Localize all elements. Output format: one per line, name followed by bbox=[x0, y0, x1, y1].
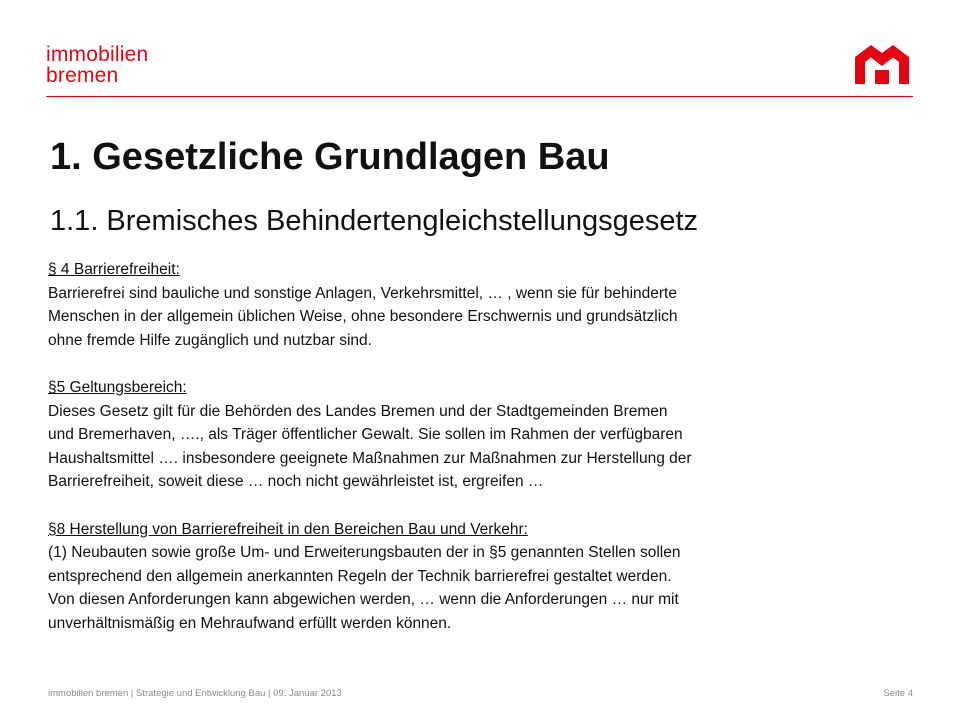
house-icon bbox=[851, 40, 913, 86]
section-heading: § 4 Barrierefreiheit: bbox=[48, 261, 180, 278]
text-line: entsprechend den allgemein anerkannten Regeln der Technik barrierefrei gestaltet werden. bbox=[48, 567, 672, 585]
text-line: unverhältnismäßig en Mehraufwand erfüllt werden können. bbox=[48, 614, 452, 632]
text-line: Von diesen Anforderungen kann abgewichen werden, … wenn die Anforderungen … nur mit bbox=[48, 591, 679, 609]
text-line: Haushaltsmittel …. insbesondere geeignete Maßnahmen zur Maßnahmen zur Herstellung der bbox=[48, 449, 692, 467]
header-divider bbox=[46, 96, 913, 97]
logo-line-2: bremen bbox=[46, 64, 119, 87]
text-line: Menschen in der allgemein üblichen Weise, ohne besondere Erschwernis und grundsätzlich bbox=[48, 308, 678, 326]
section-heading: §5 Geltungsbereich: bbox=[48, 378, 187, 396]
text-line: ohne fremde Hilfe zugänglich und nutzbar sind. bbox=[48, 331, 372, 349]
page-number: Seite 4 bbox=[883, 688, 913, 699]
section-paragraph-4 bbox=[48, 258, 908, 352]
logo-wordmark bbox=[46, 44, 148, 86]
section-paragraph-8 bbox=[48, 518, 908, 636]
text-line: Dieses Gesetz gilt für die Behörden des Landes Bremen und der Stadtgemeinden Bremen bbox=[48, 402, 668, 420]
section-heading: §8 Herstellung von Barrierefreiheit in den Bereichen Bau und Verkehr: bbox=[48, 520, 528, 538]
text-line: Barrierefreiheit, soweit diese … noch nicht gewährleistet ist, ergreifen … bbox=[48, 473, 544, 491]
page-title: 1. Gesetzliche Grundlagen Bau bbox=[50, 136, 610, 178]
section-paragraph-5 bbox=[48, 376, 908, 494]
text-line: Barrierefrei sind bauliche und sonstige Anlagen, Verkehrsmittel, … , wenn sie für behinderte bbox=[48, 284, 677, 302]
text-line: (1) Neubauten sowie große Um- und Erweiterungsbauten der in §5 genannten Stellen sollen bbox=[48, 544, 681, 562]
text-line: und Bremerhaven, …., als Träger öffentlicher Gewalt. Sie sollen im Rahmen der verfügbaren bbox=[48, 426, 683, 444]
footer-info: immobilien bremen | Strategie und Entwicklung Bau | 09. Januar 2013 bbox=[48, 688, 342, 699]
body-text bbox=[48, 258, 908, 659]
page-subtitle: 1.1. Bremisches Behindertengleichstellungsgesetz bbox=[50, 205, 699, 237]
logo-line-1: immobilien bbox=[46, 43, 149, 66]
